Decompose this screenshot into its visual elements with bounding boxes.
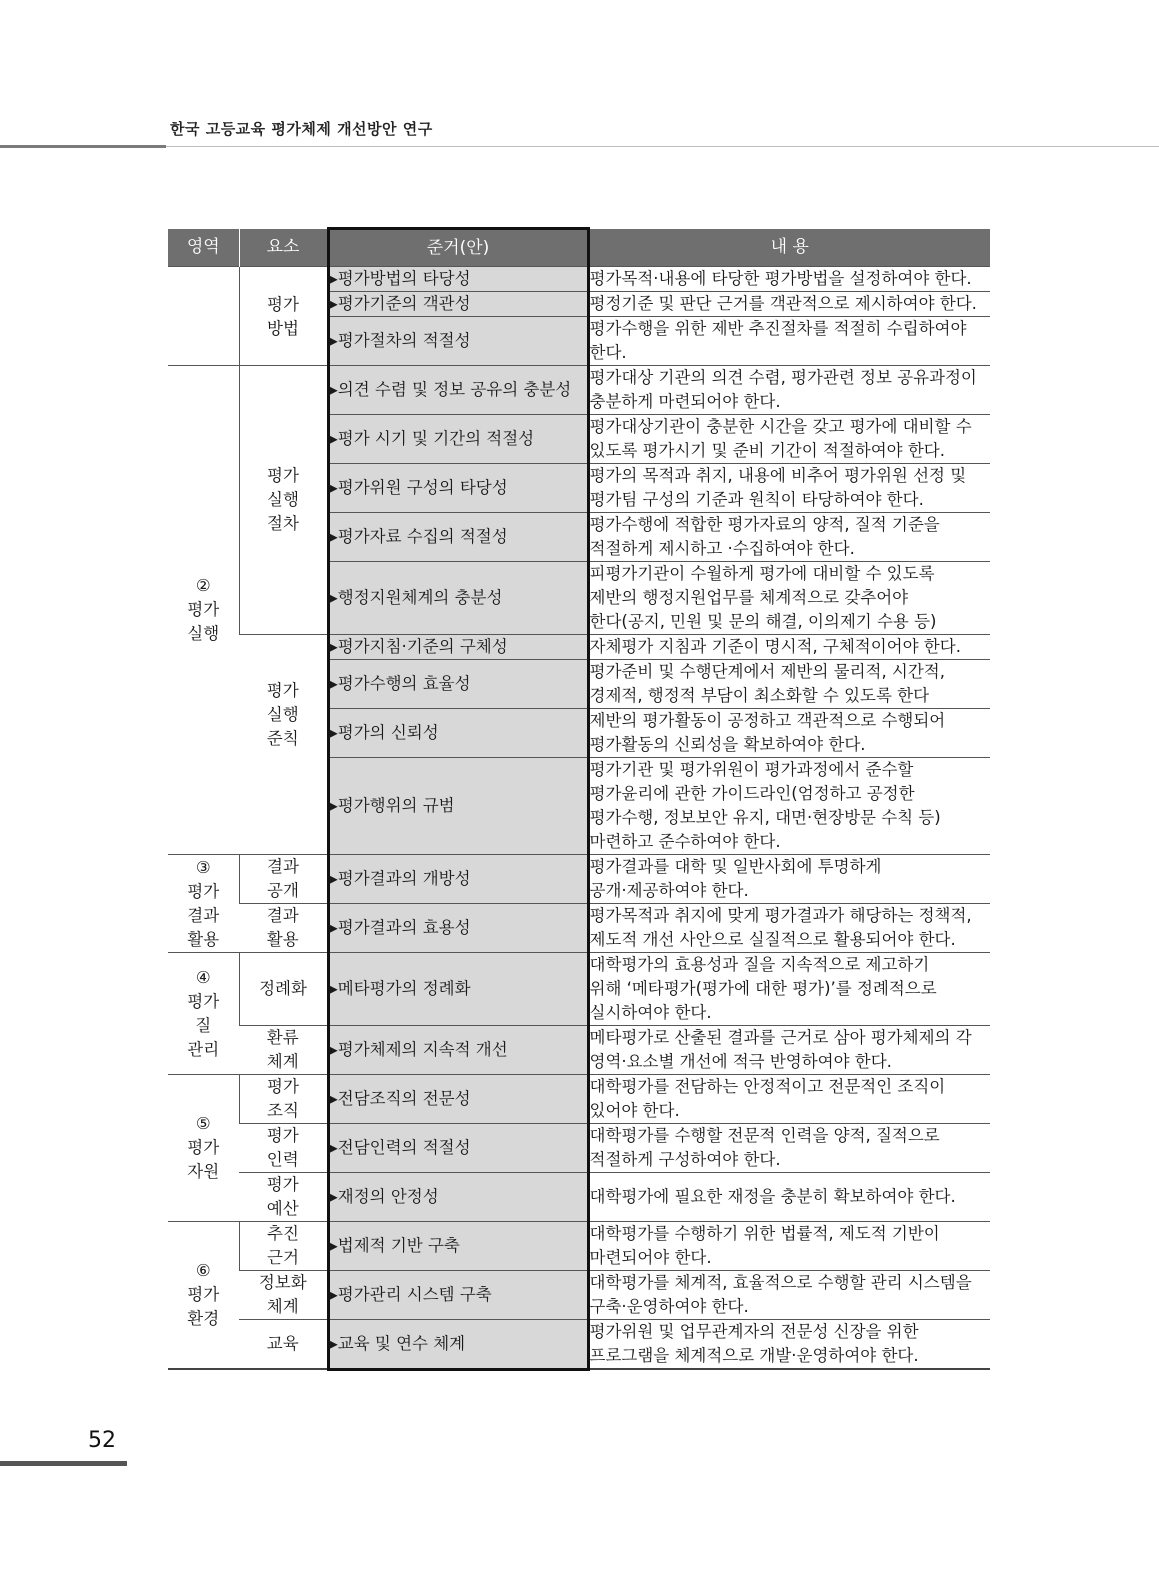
content-cell bbox=[588, 1124, 990, 1173]
criterion-cell: ▸평가행위의 규범 bbox=[328, 758, 588, 855]
content-cell bbox=[588, 267, 990, 292]
table-row bbox=[168, 1271, 990, 1320]
text-line: 방법 bbox=[267, 319, 299, 338]
table-row bbox=[168, 267, 990, 292]
text-line: 대학평가를 수행할 전문적 인력을 양적, 질적으로 bbox=[589, 1126, 940, 1145]
element-cell bbox=[239, 904, 328, 953]
text-line: 실행 bbox=[267, 490, 299, 509]
content-cell bbox=[588, 1173, 990, 1222]
table-row bbox=[168, 1222, 990, 1271]
text-line: 평가 bbox=[266, 1126, 299, 1145]
criteria-table bbox=[168, 227, 990, 1371]
text-line: 메타평가로 산출된 결과를 근거로 삼아 평가체제의 각 bbox=[589, 1028, 972, 1047]
content-cell bbox=[588, 1271, 990, 1320]
area-cell bbox=[168, 267, 239, 366]
table-row bbox=[168, 1124, 990, 1173]
text-line: 제반의 행정지원업무를 체계적으로 갖추어야 bbox=[589, 588, 909, 607]
content-cell bbox=[588, 513, 990, 562]
text-line: 충분하게 마련되어야 한다. bbox=[589, 392, 781, 411]
table-row bbox=[168, 366, 990, 415]
element-cell bbox=[239, 855, 328, 904]
text-line: 교육 bbox=[266, 1334, 299, 1353]
content-cell bbox=[588, 660, 990, 709]
element-cell bbox=[239, 953, 328, 1026]
content-cell bbox=[588, 1222, 990, 1271]
content-cell bbox=[588, 709, 990, 758]
content-cell bbox=[588, 758, 990, 855]
table-header-row bbox=[168, 229, 990, 267]
text-line: 평가목적과 취지에 맞게 평가결과가 해당하는 정책적, bbox=[589, 906, 972, 925]
text-line: 프로그램을 체계적으로 개발·운영하여야 한다. bbox=[589, 1346, 919, 1365]
page-number-rule bbox=[0, 1461, 127, 1466]
text-line: 준칙 bbox=[266, 729, 299, 748]
element-cell bbox=[239, 1124, 328, 1173]
criterion-cell: ▸메타평가의 정례화 bbox=[328, 953, 588, 1026]
element-cell bbox=[239, 1222, 328, 1271]
running-title: 한국 고등교육 평가체제 개선방안 연구 bbox=[170, 120, 433, 138]
criterion-cell: ▸평가관리 시스템 구축 bbox=[328, 1271, 588, 1320]
text-line: 체계 bbox=[266, 1297, 299, 1316]
criterion-cell: ▸평가절차의 적절성 bbox=[328, 317, 588, 366]
text-line: 제도적 개선 사안으로 실질적으로 활용되어야 한다. bbox=[589, 930, 956, 949]
text-line: 활용 bbox=[266, 930, 299, 949]
text-line: 평가 bbox=[187, 1138, 220, 1157]
text-line: 평가수행을 위한 제반 추진절차를 적절히 수립하여야 bbox=[589, 319, 967, 338]
content-cell bbox=[588, 464, 990, 513]
element-cell bbox=[239, 267, 328, 366]
text-line: 추진 bbox=[267, 1224, 299, 1243]
text-line: 결과 bbox=[267, 857, 299, 876]
text-line: 구축·운영하여야 한다. bbox=[589, 1297, 749, 1316]
text-line: ⑥ bbox=[195, 1261, 211, 1280]
criterion-cell: ▸법제적 기반 구축 bbox=[328, 1222, 588, 1271]
element-cell bbox=[239, 1075, 328, 1124]
text-line: 결과 bbox=[187, 905, 220, 925]
element-cell bbox=[239, 366, 328, 635]
text-line: 활용 bbox=[187, 929, 220, 949]
criterion-cell: ▸평가방법의 타당성 bbox=[328, 267, 588, 292]
content-cell bbox=[588, 562, 990, 635]
criterion-cell: ▸평가위원 구성의 타당성 bbox=[328, 464, 588, 513]
column-header-content: 내 용 bbox=[588, 229, 990, 267]
criterion-cell: ▸의견 수렴 및 정보 공유의 충분성 bbox=[328, 366, 588, 415]
table-row bbox=[168, 1026, 990, 1075]
criterion-cell: ▸교육 및 연수 체계 bbox=[328, 1320, 588, 1370]
criterion-cell: ▸전담인력의 적절성 bbox=[328, 1124, 588, 1173]
text-line: ③ bbox=[195, 857, 211, 877]
text-line: ④ bbox=[195, 967, 211, 987]
text-line: 절차 bbox=[267, 514, 299, 533]
text-line: 마련하고 준수하여야 한다. bbox=[589, 832, 781, 851]
text-line: 대학평가를 수행하기 위한 법률적, 제도적 기반이 bbox=[589, 1224, 940, 1243]
text-line: 경제적, 행정적 부담이 최소화할 수 있도록 한다 bbox=[589, 686, 930, 705]
element-cell bbox=[239, 1026, 328, 1075]
text-line: 자체평가 지침과 기준이 명시적, 구체적이어야 한다. bbox=[589, 637, 961, 656]
area-cell bbox=[168, 1075, 239, 1222]
text-line: 평가수행, 정보보안 유지, 대면·현장방문 수칙 등) bbox=[589, 808, 941, 827]
area-cell bbox=[168, 366, 239, 855]
criterion-cell: ▸평가기준의 객관성 bbox=[328, 292, 588, 317]
text-line: 평가의 목적과 취지, 내용에 비추어 평가위원 선정 및 bbox=[589, 466, 967, 485]
column-header-criterion: 준거(안) bbox=[328, 229, 588, 267]
text-line: 평가 bbox=[267, 466, 299, 485]
header-rule-light bbox=[166, 146, 1159, 147]
column-header-element: 요소 bbox=[239, 229, 328, 267]
text-line: 평가목적·내용에 타당한 평가방법을 설정하여야 한다. bbox=[589, 269, 972, 288]
text-line: 실행 bbox=[187, 624, 220, 643]
content-cell bbox=[588, 317, 990, 366]
text-line: 평가기관 및 평가위원이 평가과정에서 준수할 bbox=[589, 760, 914, 779]
content-cell bbox=[588, 953, 990, 1026]
element-cell bbox=[239, 1271, 328, 1320]
text-line: 평가준비 및 수행단계에서 제반의 물리적, 시간적, bbox=[589, 662, 945, 681]
text-line: ⑤ bbox=[195, 1114, 211, 1133]
text-line: 평가 bbox=[187, 600, 220, 619]
area-cell bbox=[168, 953, 239, 1075]
text-line: 평가결과를 대학 및 일반사회에 투명하게 bbox=[589, 857, 882, 876]
text-line: 평가 bbox=[267, 295, 299, 314]
text-line: 평가대상 기관의 의견 수렴, 평가관련 정보 공유과정이 bbox=[589, 368, 977, 387]
content-cell bbox=[588, 855, 990, 904]
table-row bbox=[168, 1173, 990, 1222]
text-line: 인력 bbox=[266, 1150, 299, 1169]
content-cell bbox=[588, 415, 990, 464]
text-line: 대학평가의 효용성과 질을 지속적으로 제고하기 bbox=[589, 955, 930, 974]
element-cell bbox=[239, 1320, 328, 1370]
element-cell bbox=[239, 1173, 328, 1222]
text-line: 대학평가에 필요한 재정을 충분히 확보하여야 한다. bbox=[589, 1187, 956, 1206]
text-line: 적절하게 구성하여야 한다. bbox=[589, 1150, 781, 1169]
text-line: 평정기준 및 판단 근거를 객관적으로 제시하여야 한다. bbox=[589, 294, 977, 313]
criterion-cell: ▸평가지침·기준의 구체성 bbox=[328, 635, 588, 660]
text-line: 평가 bbox=[187, 1285, 220, 1304]
text-line: 평가대상기관이 충분한 시간을 갖고 평가에 대비할 수 bbox=[589, 417, 972, 436]
criterion-cell: ▸평가체제의 지속적 개선 bbox=[328, 1026, 588, 1075]
text-line: 평가활동의 신뢰성을 확보하여야 한다. bbox=[589, 735, 866, 754]
text-line: 평가 bbox=[267, 1077, 299, 1096]
content-cell bbox=[588, 1026, 990, 1075]
text-line: 근거 bbox=[267, 1248, 299, 1267]
content-cell bbox=[588, 1075, 990, 1124]
criterion-cell: ▸행정지원체계의 충분성 bbox=[328, 562, 588, 635]
column-header-area: 영역 bbox=[168, 229, 239, 267]
content-cell bbox=[588, 904, 990, 953]
header-rule-dark bbox=[0, 145, 166, 148]
text-line: ② bbox=[195, 576, 211, 595]
text-line: 대학평가를 전담하는 안정적이고 전문적인 조직이 bbox=[589, 1077, 946, 1096]
text-line: 환류 bbox=[266, 1028, 299, 1047]
table-row bbox=[168, 1320, 990, 1370]
content-cell bbox=[588, 366, 990, 415]
criterion-cell: ▸평가결과의 효용성 bbox=[328, 904, 588, 953]
text-line: 영역·요소별 개선에 적극 반영하여야 한다. bbox=[589, 1052, 892, 1071]
text-line: 있도록 평가시기 및 준비 기간이 적절하여야 한다. bbox=[589, 441, 945, 460]
criterion-cell: ▸평가 시기 및 기간의 적절성 bbox=[328, 415, 588, 464]
text-line: 평가수행에 적합한 평가자료의 양적, 질적 기준을 bbox=[589, 515, 940, 534]
area-cell bbox=[168, 1222, 239, 1370]
text-line: 피평가기관이 수월하게 평가에 대비할 수 있도록 bbox=[589, 564, 935, 583]
text-line: 정례화 bbox=[259, 979, 307, 998]
page-number: 52 bbox=[88, 1428, 116, 1453]
text-line: 위해 ‘메타평가(평가에 대한 평가)’를 정례적으로 bbox=[589, 979, 937, 998]
area-cell bbox=[168, 855, 239, 953]
criterion-cell: ▸전담조직의 전문성 bbox=[328, 1075, 588, 1124]
text-line: 평가팀 구성의 기준과 원칙이 타당하여야 한다. bbox=[589, 490, 924, 509]
text-line: 한다. bbox=[589, 343, 627, 362]
text-line: 실행 bbox=[266, 705, 299, 724]
text-line: 자원 bbox=[187, 1162, 220, 1181]
text-line: 실시하여야 한다. bbox=[589, 1003, 712, 1022]
text-line: 조직 bbox=[267, 1101, 299, 1120]
text-line: 결과 bbox=[266, 906, 299, 925]
table-row bbox=[168, 953, 990, 1026]
content-cell bbox=[588, 1320, 990, 1370]
text-line: 있어야 한다. bbox=[589, 1101, 680, 1120]
text-line: 평가위원 및 업무관계자의 전문성 신장을 위한 bbox=[589, 1322, 919, 1341]
text-line: 평가 bbox=[266, 1175, 299, 1194]
content-cell bbox=[588, 635, 990, 660]
text-line: 대학평가를 체계적, 효율적으로 수행할 관리 시스템을 bbox=[589, 1273, 972, 1292]
criterion-cell: ▸평가자료 수집의 적절성 bbox=[328, 513, 588, 562]
table-row bbox=[168, 855, 990, 904]
table-row bbox=[168, 1075, 990, 1124]
text-line: 공개·제공하여야 한다. bbox=[589, 881, 749, 900]
text-line: 평가 bbox=[187, 881, 220, 901]
text-line: 관리 bbox=[187, 1039, 220, 1059]
content-cell bbox=[588, 292, 990, 317]
text-line: 예산 bbox=[266, 1199, 299, 1218]
text-line: 환경 bbox=[187, 1309, 220, 1328]
text-line: 평가 bbox=[187, 991, 220, 1011]
text-line: 평가윤리에 관한 가이드라인(엄정하고 공정한 bbox=[589, 784, 915, 803]
text-line: 질 bbox=[195, 1015, 212, 1035]
text-line: 평가 bbox=[266, 681, 299, 700]
text-line: 제반의 평가활동이 공정하고 객관적으로 수행되어 bbox=[589, 711, 946, 730]
text-line: 정보화 bbox=[258, 1273, 307, 1292]
text-line: 한다(공지, 민원 및 문의 해결, 이의제기 수용 등) bbox=[589, 612, 937, 631]
element-cell bbox=[239, 635, 328, 855]
criterion-cell: ▸평가결과의 개방성 bbox=[328, 855, 588, 904]
text-line: 공개 bbox=[267, 881, 299, 900]
text-line: 체계 bbox=[266, 1052, 299, 1071]
text-line: 적절하게 제시하고 ·수집하여야 한다. bbox=[589, 539, 855, 558]
criterion-cell: ▸재정의 안정성 bbox=[328, 1173, 588, 1222]
criterion-cell: ▸평가수행의 효율성 bbox=[328, 660, 588, 709]
text-line: 마련되어야 한다. bbox=[589, 1248, 712, 1267]
table-row bbox=[168, 904, 990, 953]
table-row bbox=[168, 635, 990, 660]
criterion-cell: ▸평가의 신뢰성 bbox=[328, 709, 588, 758]
